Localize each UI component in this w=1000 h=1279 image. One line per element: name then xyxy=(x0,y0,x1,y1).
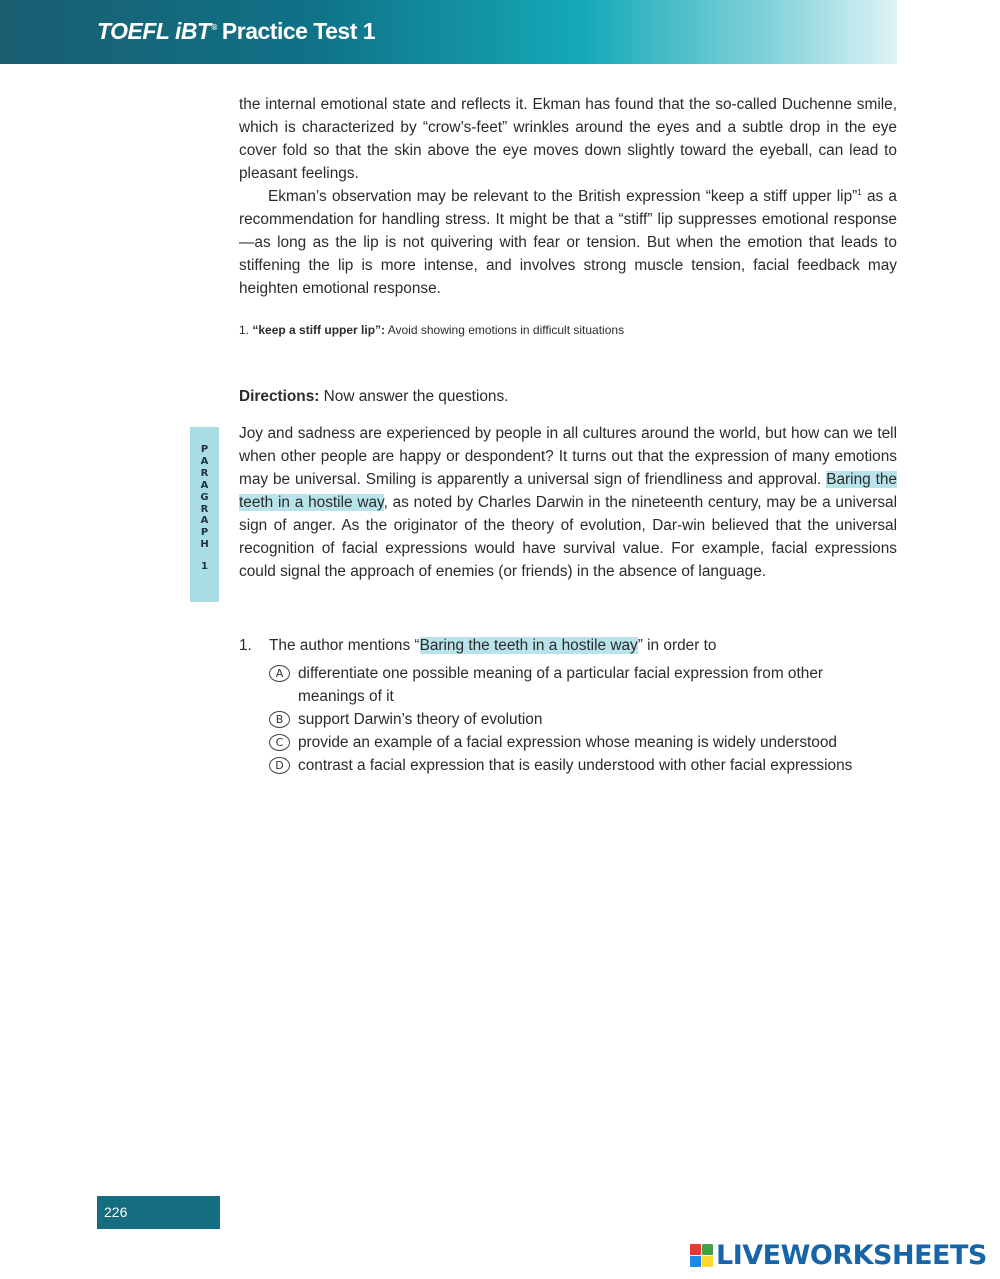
side-tab-letter: R xyxy=(200,503,209,515)
side-tab-letter: A xyxy=(200,479,209,491)
side-tab-letter: P xyxy=(200,444,209,455)
answer-option-a[interactable] xyxy=(269,662,889,708)
option-text: support Darwin’s theory of evolution xyxy=(298,711,543,728)
passage xyxy=(239,93,897,300)
question-stem: The author mentions “Baring the teeth in a hostile way” in order to xyxy=(269,637,717,654)
side-tab-letter: R xyxy=(200,467,209,479)
question-number: 1. xyxy=(239,637,252,654)
side-tab-letter: A xyxy=(200,515,209,527)
side-tab-letter: G xyxy=(200,491,209,503)
answer-option-d[interactable] xyxy=(269,754,889,777)
option-circle-icon[interactable]: B xyxy=(269,711,290,728)
footnote-term: “keep a stiff upper lip”: xyxy=(252,323,386,337)
logo-grid-icon xyxy=(690,1244,713,1267)
footnote xyxy=(239,322,897,338)
passage-paragraph: the internal emotional state and reflects it. Ekman has found that the so-called Duchenne smile, which is characterized by “crow’s-feet” wrinkles around the eyes and a subtle drop in the eye cover fold so that the skin above the eye moves down slightly toward the eyeball, can lead to pleasant feelings. xyxy=(239,96,897,182)
option-circle-icon[interactable]: D xyxy=(269,757,290,774)
side-tab-number: 1 xyxy=(201,561,208,573)
option-text: contrast a facial expression that is easily understood with other facial expressions xyxy=(298,757,853,774)
header-title xyxy=(97,18,375,45)
test-title: Practice Test 1 xyxy=(221,18,376,44)
footnote-definition: Avoid showing emotions in difficult situations xyxy=(387,323,625,337)
directions-text: Now answer the questions. xyxy=(323,388,509,405)
liveworksheets-logo xyxy=(690,1240,987,1271)
highlighted-phrase: Baring the teeth in a hostile way xyxy=(419,637,638,654)
page-number: 226 xyxy=(97,1196,220,1229)
paragraph-side-tab xyxy=(190,427,219,602)
answer-options xyxy=(269,662,889,777)
logo-text: LIVEWORKSHEETS xyxy=(716,1240,987,1271)
option-circle-icon[interactable]: A xyxy=(269,665,290,682)
directions xyxy=(239,385,897,408)
highlighted-phrase: Baring the teeth in a hostile way xyxy=(239,471,897,511)
page-header xyxy=(0,0,897,64)
brand-name: TOEFL iBT xyxy=(97,18,211,44)
trademark-symbol: ® xyxy=(211,23,217,33)
answer-option-c[interactable] xyxy=(269,731,889,754)
side-tab-letter: H xyxy=(200,539,209,551)
option-circle-icon[interactable]: C xyxy=(269,734,290,751)
footnote-number: 1. xyxy=(239,323,250,337)
passage-paragraph: Ekman’s observation may be relevant to the British expression “keep a stiff upper lip”$^1$ as a recommendation for handling stress. It might be that a “stiff” lip suppresses emotional response—as long as the lip is not quivering with fear or tension. But when the emotion that leads to stiffening the lip is more intense, and involves strong muscle tension, facial feedback may heighten emotional response. xyxy=(239,187,897,297)
option-text: provide an example of a facial expression whose meaning is widely understood xyxy=(298,734,837,751)
directions-label: Directions: xyxy=(239,388,320,405)
side-tab-letter: P xyxy=(200,527,209,539)
footnote-marker: 1 xyxy=(857,187,862,197)
paragraph-1: Joy and sadness are experienced by people in all cultures around the world, but how can we tell when other people are happy or despondent? It turns out that the expression of many emotions may be universal. Smiling is apparently a universal sign of friendliness and approval. Baring the teeth in a hostile way, as noted by Charles Darwin in the nineteenth century, may be a universal sign of anger. As the originator of the theory of evolution, Dar-win believed that the universal recognition of facial expressions would have survival value. For example, facial expressions could signal the approach of enemies (or friends) in the absence of language. xyxy=(239,425,897,580)
answer-option-b[interactable] xyxy=(269,708,889,731)
option-text: differentiate one possible meaning of a particular facial expression from other meanings of it xyxy=(298,665,824,705)
side-tab-letter: A xyxy=(200,455,209,467)
